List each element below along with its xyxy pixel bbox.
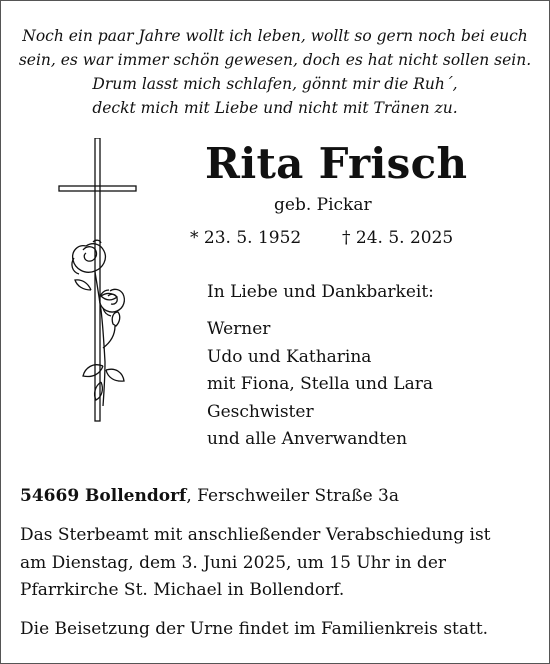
poem-line: Noch ein paar Jahre wollt ich leben, wollt so gern noch bei euch <box>22 27 528 45</box>
thanks-heading: In Liebe und Dankbarkeit: <box>207 282 434 302</box>
service-notice <box>20 522 535 605</box>
address <box>20 486 399 506</box>
address-city: 54669 Bollendorf <box>20 486 187 506</box>
family-member: Geschwister <box>207 401 314 422</box>
poem-line: Drum lasst mich schlafen, gönnt mir die Ruh´, <box>92 75 458 93</box>
family-member: und alle Anverwandten <box>207 429 408 449</box>
family-member: mit Fiona, Stella und Lara <box>207 374 433 394</box>
cross-with-roses-icon <box>55 138 145 428</box>
family-list <box>207 316 433 454</box>
death-date: † 24. 5. 2025 <box>342 228 454 248</box>
birth-date: * 23. 5. 1952 <box>190 228 302 248</box>
urn-notice: Die Beisetzung der Urne findet im Familienkreis statt. <box>20 619 489 639</box>
notice-line: am Dienstag, dem 3. Juni 2025, um 15 Uhr in der <box>20 552 447 573</box>
poem-line: deckt mich mit Liebe und nicht mit Tränen zu. <box>92 99 458 117</box>
poem <box>0 24 550 120</box>
notice-line: Pfarrkirche St. Michael in Bollendorf. <box>20 580 345 600</box>
deceased-name: Rita Frisch <box>205 139 468 188</box>
address-street: , Ferschweiler Straße 3a <box>186 486 400 506</box>
notice-line: Das Sterbeamt mit anschließender Verabschiedung ist <box>20 525 491 545</box>
family-member: Werner <box>207 319 271 339</box>
poem-line: sein, es war immer schön gewesen, doch es hat nicht sollen sein. <box>18 51 532 69</box>
family-member: Udo und Katharina <box>207 346 372 367</box>
maiden-name: geb. Pickar <box>274 195 372 215</box>
